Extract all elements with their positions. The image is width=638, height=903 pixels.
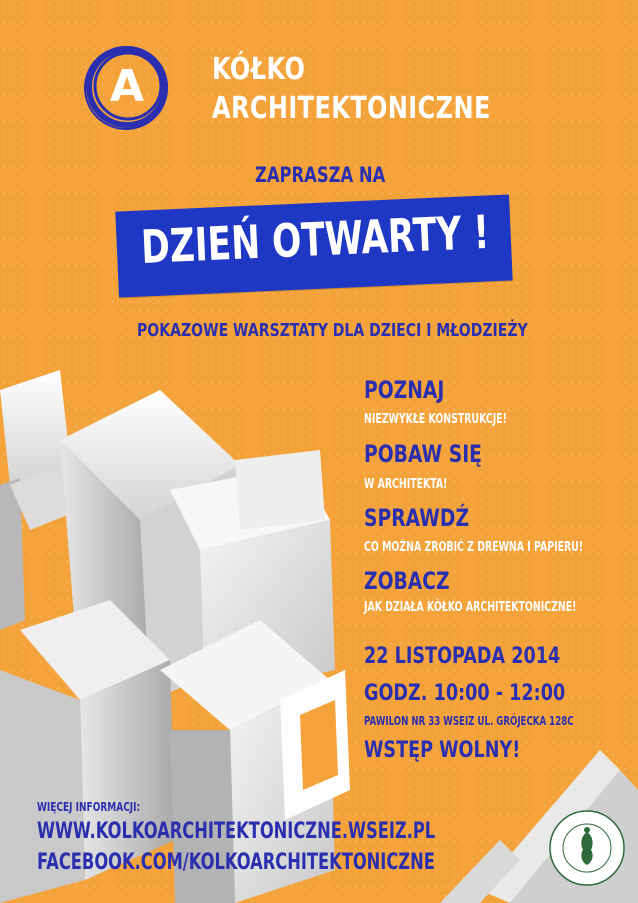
event-address: PAWILON NR 33 WSEIZ UL. GRÓJECKA 128C: [364, 714, 574, 728]
title-text: DZIEŃ OTWARTY !: [140, 204, 491, 274]
activity-title: POBAW SIĘ: [364, 440, 482, 468]
activity-subtitle: W ARCHITEKTA!: [364, 477, 448, 492]
more-info-label: WIĘCEJ INFORMACJI:: [37, 800, 141, 814]
website-link[interactable]: WWW.KOLKOARCHITEKTONICZNE.WSEIZ.PL: [37, 819, 436, 844]
activity-subtitle: CO MOŻNA ZROBIĆ Z DREWNA I PAPIERU!: [364, 540, 584, 555]
brand-name-line2: ARCHITEKTONICZNE: [212, 91, 491, 126]
activity-title: ZOBACZ: [364, 567, 450, 595]
facebook-link[interactable]: FACEBOOK.COM/KOLKOARCHITEKTONICZNE: [37, 850, 435, 875]
workshops-subtitle: POKAZOWE WARSZTATY DLA DZIECI I MŁODZIEŻY: [137, 320, 528, 341]
event-admission: WSTĘP WOLNY!: [364, 738, 521, 763]
activity-subtitle: NIEZWYKŁE KONSTRUKCJE!: [364, 412, 507, 427]
event-date: 22 LISTOPADA 2014: [364, 644, 561, 669]
school-seal-icon: [547, 808, 627, 888]
event-time: GODZ. 10:00 - 12:00: [364, 681, 566, 706]
activity-title: POZNAJ: [364, 376, 445, 404]
invite-text: ZAPRASZA NA: [255, 163, 386, 187]
logo-letter: A: [109, 61, 145, 112]
activity-subtitle: JAK DZIAŁA KÓŁKO ARCHITEKTONICZNE!: [364, 600, 577, 615]
brand-name-line1: KÓŁKO: [212, 52, 306, 87]
activity-title: SPRAWDŹ: [364, 504, 470, 532]
